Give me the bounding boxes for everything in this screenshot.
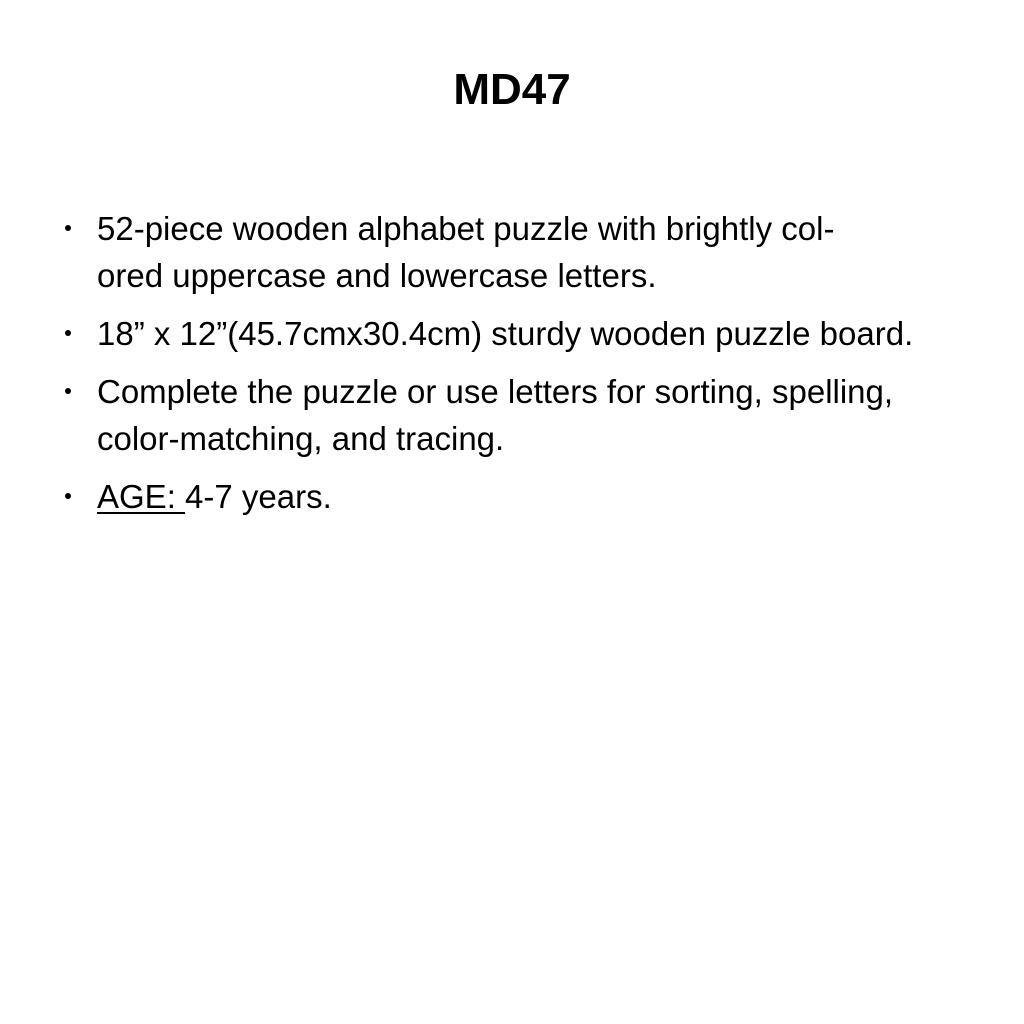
bullet-icon: [65, 493, 71, 499]
bullet-text: 18” x 12”(45.7cmx30.4cm) sturdy wooden puzzle board.: [97, 315, 914, 352]
bullet-icon: [65, 225, 71, 231]
bullet-text-line: 52-piece wooden alphabet puzzle with brightly col- ored uppercase and lowercase letters.: [97, 210, 835, 294]
bullet-icon: [65, 330, 71, 336]
age-label: AGE:: [97, 478, 186, 515]
list-item: [62, 310, 962, 357]
list-item: [62, 368, 962, 462]
feature-list: [62, 205, 962, 531]
bullet-icon: [65, 388, 71, 394]
bullet-text: [97, 210, 834, 294]
bullet-text: Complete the puzzle or use letters for sorting, spelling, color-matching, and tracing.: [97, 373, 894, 457]
list-item: [62, 205, 962, 299]
list-item: [62, 473, 962, 520]
page-title: MD47: [453, 65, 571, 114]
age-value: 4-7 years.: [185, 478, 332, 515]
